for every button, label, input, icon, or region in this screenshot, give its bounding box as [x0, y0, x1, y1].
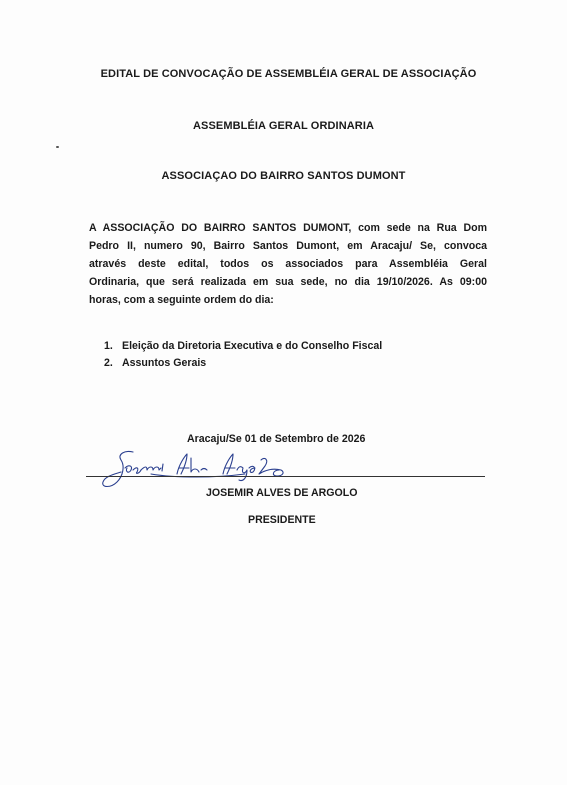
paragraph-line: A ASSOCIAÇÃO DO BAIRRO SANTOS DUMONT, com sede na Rua Dom: [89, 222, 487, 234]
signature-line: [86, 476, 485, 477]
agenda-item-text: Eleição da Diretoria Executiva e do Conselho Fiscal: [122, 340, 383, 352]
paragraph-line: horas, com a seguinte ordem do dia:: [89, 294, 274, 306]
signer-role: PRESIDENTE: [248, 514, 316, 526]
paragraph-line: Ordinaria, que será realizada em sua sede, no dia 19/10/2026. As 09:00: [89, 276, 487, 288]
paragraph-line: Pedro II, numero 90, Bairro Santos Dumont, em Aracaju/ Se, convoca: [89, 240, 487, 252]
agenda-item: [104, 355, 382, 372]
place-and-date: Aracaju/Se 01 de Setembro de 2026: [187, 433, 366, 445]
convocation-paragraph: [89, 219, 487, 309]
document-subtitle: ASSEMBLÉIA GERAL ORDINARIA: [192, 120, 375, 132]
signature-text: Josemir Alves Argolo: [95, 493, 106, 494]
organization-name: ASSOCIAÇAO DO BAIRRO SANTOS DUMONT: [161, 170, 406, 182]
agenda-list: [104, 338, 382, 372]
document-title: EDITAL DE CONVOCAÇÃO DE ASSEMBLÉIA GERAL DE ASSOCIAÇÃO: [100, 68, 477, 80]
agenda-item: [104, 338, 382, 355]
paragraph-line: através deste edital, todos os associados para Assembléia Geral: [89, 258, 487, 270]
agenda-item-number: 1.: [104, 340, 113, 352]
agenda-item-text: Assuntos Gerais: [122, 357, 207, 369]
scan-speck: [56, 146, 59, 148]
signer-name: JOSEMIR ALVES DE ARGOLO: [206, 487, 358, 499]
agenda-item-number: 2.: [104, 357, 113, 369]
